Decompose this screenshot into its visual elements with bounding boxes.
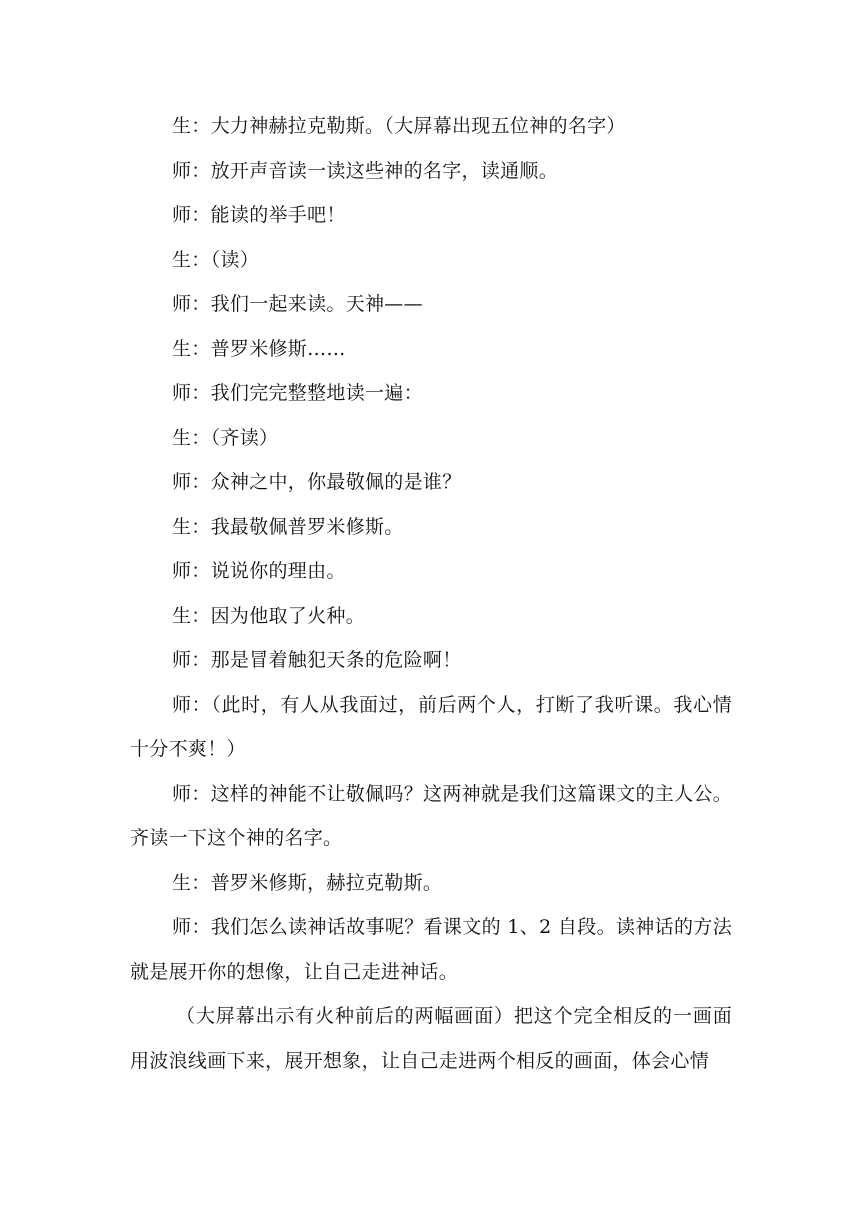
paragraph: 生：普罗米修斯…… [172, 337, 346, 360]
paragraph: 生：普罗米修斯，赫拉克勒斯。 [172, 871, 443, 894]
paragraph: 师：说说你的理由。 [172, 560, 346, 582]
paragraph: 生：（读） [172, 248, 260, 271]
paragraph: （大屏幕出示有火种前后的两幅画面）把这个完全相反的一画面用波浪线画下来，展开想象，让自己走进两个相反的画面，体会心情 [130, 1005, 732, 1072]
paragraph: 师：我们怎么读神话故事呢？看课文的 1、2 自段。读神话的方法就是展开你的想像，让自己走进神话。 [130, 916, 732, 983]
paragraph: 师：我们一起来读。天神—— [172, 293, 423, 315]
paragraph: 师：众神之中，你最敬佩的是谁？ [172, 471, 462, 493]
paragraph: 师：能读的举手吧！ [172, 204, 346, 226]
paragraph: 生：因为他取了火种。 [172, 604, 366, 627]
paragraph: 师：那是冒着触犯天条的危险啊！ [172, 649, 462, 671]
paragraph: 生：（齐读） [172, 426, 279, 449]
paragraph: 生：大力神赫拉克勒斯。（大屏幕出现五位神的名字） [172, 115, 626, 137]
document-page [130, 104, 732, 1083]
paragraph: 师：这样的神能不让敬佩吗？这两神就是我们这篇课文的主人公。齐读一下这个神的名字。 [130, 782, 732, 849]
paragraph: 师：放开声音读一读这些神的名字，读通顺。 [172, 159, 559, 182]
paragraph: 生：我最敬佩普罗米修斯。 [172, 515, 404, 538]
paragraph: 师：我们完完整整地读一遍： [172, 382, 423, 404]
paragraph: 师：（此时，有人从我面过，前后两个人，打断了我听课。我心情十分不爽！） [130, 693, 732, 760]
